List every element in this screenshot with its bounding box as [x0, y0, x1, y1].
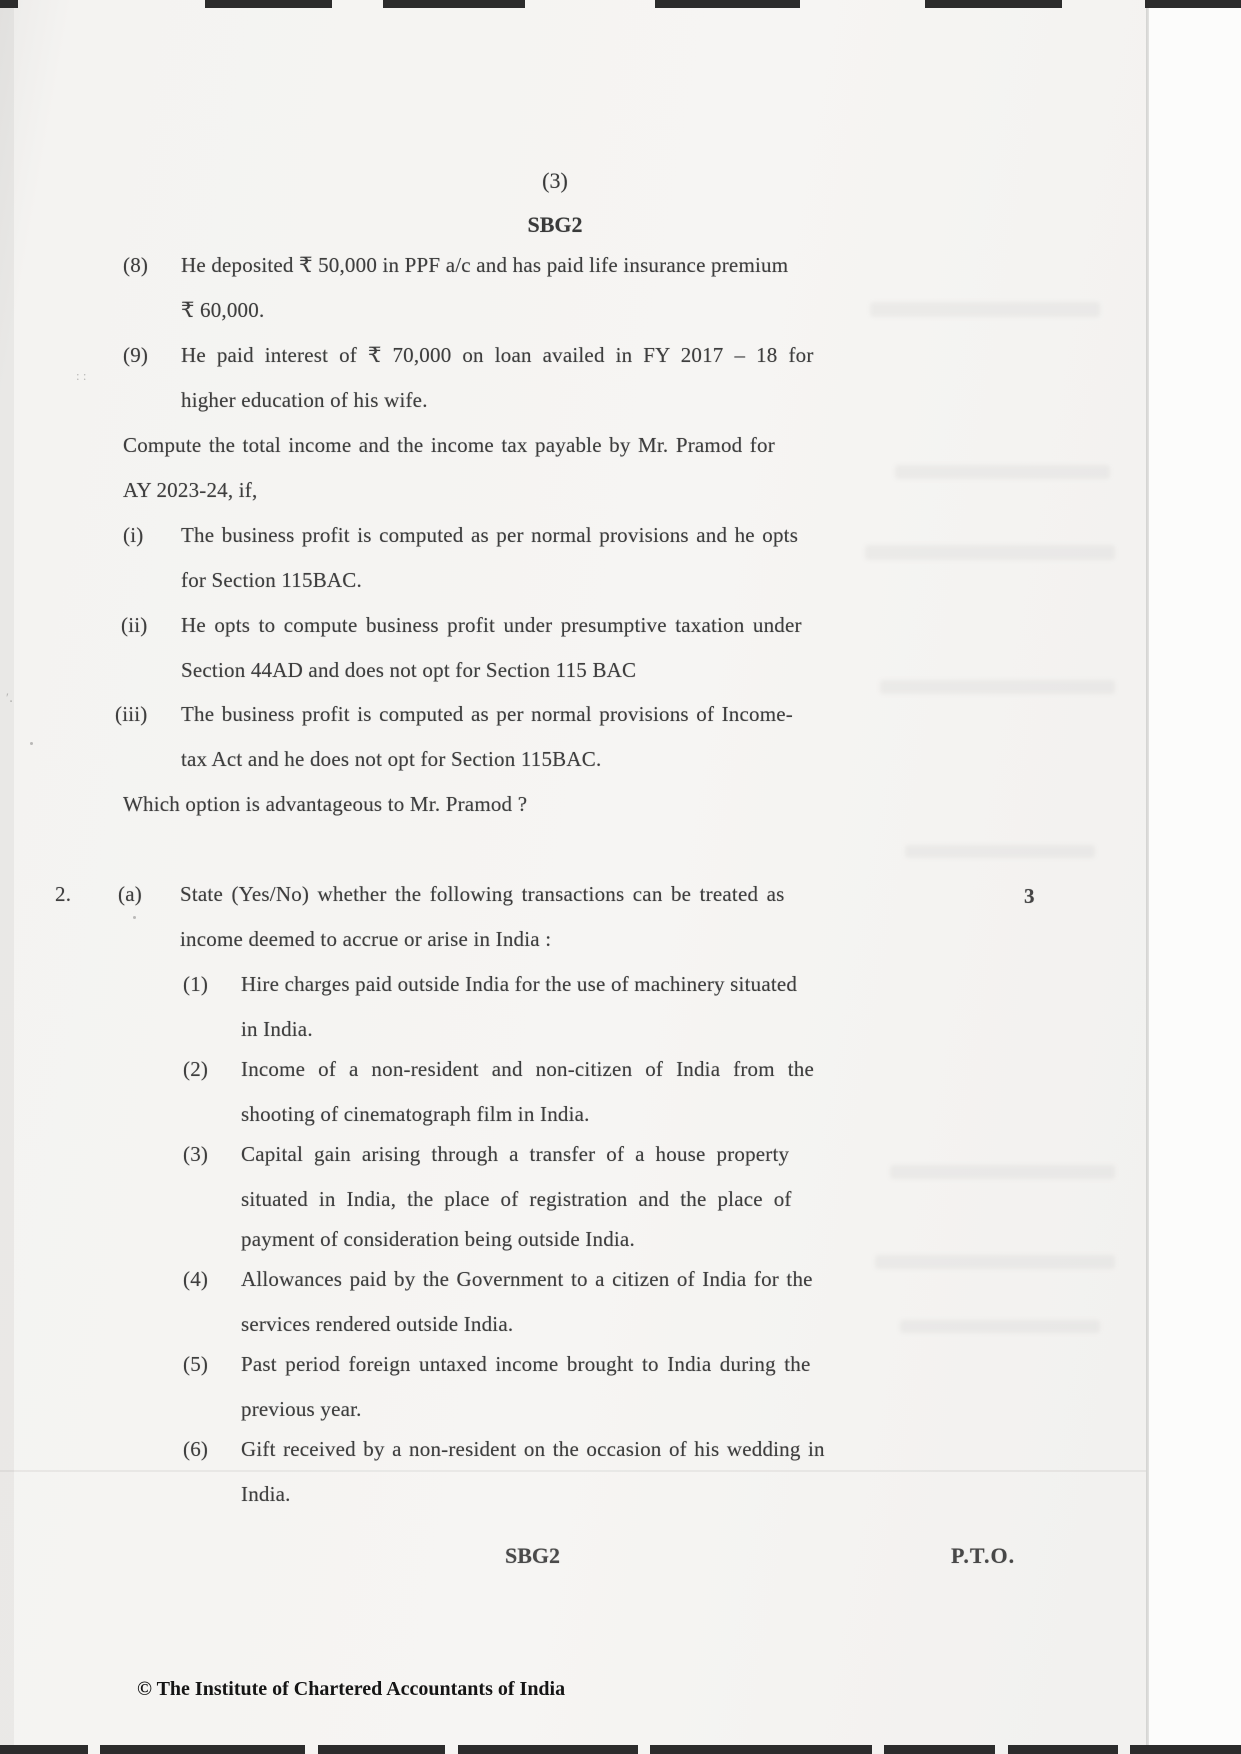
q1-opt-ii-text2: Section 44AD and does not opt for Section 115 BAC	[181, 658, 637, 682]
scanner-edge-artifact	[458, 1745, 638, 1754]
q1-opt-i-text1: The business profit is computed as per normal provisions and he opts	[181, 523, 799, 547]
scanner-edge-artifact	[655, 0, 800, 8]
scanner-edge-artifact	[1145, 0, 1241, 8]
scanner-edge-artifact	[318, 1745, 445, 1754]
q2-part-label: (a)	[118, 882, 142, 906]
scanner-edge-artifact	[1130, 1745, 1241, 1754]
q2-item5-text2: previous year.	[241, 1397, 362, 1421]
q2-item2-text1: Income of a non-resident and non-citizen of India from the	[241, 1057, 814, 1081]
q2-item3-text3: payment of consideration being outside India.	[241, 1227, 635, 1251]
paper-code-footer: SBG2	[505, 1543, 561, 1568]
scanner-edge-artifact	[0, 1745, 88, 1754]
q2-intro-line1	[0, 882, 1241, 914]
q2-item1-line1	[0, 972, 1241, 1004]
q1-item9-number: (9)	[123, 343, 149, 367]
q2-item6-number: (6)	[183, 1437, 209, 1461]
q2-item6-text2: India.	[241, 1482, 291, 1506]
bleed-artifact	[895, 465, 1110, 479]
q1-item8-text1: He deposited ₹ 50,000 in PPF a/c and has paid life insurance premium	[181, 253, 789, 277]
q1-item9-line1	[0, 343, 1241, 375]
q2-item4-number: (4)	[183, 1267, 209, 1291]
q2-intro-line2	[0, 927, 1241, 959]
q2-item3-number: (3)	[183, 1142, 209, 1166]
q2-item4-line1	[0, 1267, 1241, 1299]
q2-marks: 3	[1024, 884, 1035, 908]
scanner-edge-artifact	[1008, 1745, 1118, 1754]
q2-item1-text1: Hire charges paid outside India for the use of machinery situated	[241, 972, 798, 996]
q1-opt-i-number: (i)	[123, 523, 144, 547]
q1-opt-ii-line1	[0, 613, 1241, 645]
q1-opt-iii-line2	[0, 747, 1241, 779]
q2-item1-line2	[0, 1017, 1241, 1049]
q1-closing-line	[0, 792, 1241, 824]
q1-compute-text2: AY 2023-24, if,	[123, 478, 258, 502]
q1-opt-ii-number: (ii)	[121, 613, 148, 637]
q2-item6-line1	[0, 1437, 1241, 1469]
scan-artifact	[30, 742, 33, 745]
q1-item8-number: (8)	[123, 253, 149, 277]
scanner-edge-artifact	[383, 0, 525, 8]
scanner-edge-artifact	[925, 0, 1062, 8]
q1-item8-text2: ₹ 60,000.	[181, 298, 265, 322]
scanner-edge-artifact	[650, 1745, 872, 1754]
q2-item1-number: (1)	[183, 972, 209, 996]
q2-item3-text1: Capital gain arising through a transfer of a house property	[241, 1142, 790, 1166]
q1-opt-iii-text1: The business profit is computed as per normal provisions of Income-	[181, 702, 793, 726]
paper-code-header: SBG2	[527, 212, 583, 237]
q2-item4-line2	[0, 1312, 1241, 1344]
q2-item5-line1	[0, 1352, 1241, 1384]
q2-item4-text2: services rendered outside India.	[241, 1312, 514, 1336]
q1-compute-text1: Compute the total income and the income tax payable by Mr. Pramod for	[123, 433, 775, 457]
q1-opt-ii-text1: He opts to compute business profit under presumptive taxation under	[181, 613, 802, 637]
scanner-edge-artifact	[100, 1745, 305, 1754]
bleed-artifact	[905, 845, 1095, 858]
q1-opt-iii-number: (iii)	[115, 702, 148, 726]
q1-item9-text1: He paid interest of ₹ 70,000 on loan availed in FY 2017 – 18 for	[181, 343, 814, 367]
scan-artifact: : :	[76, 368, 87, 383]
scan-line-artifact	[0, 1470, 1146, 1472]
pto-label: P.T.O.	[951, 1543, 1016, 1568]
q2-item6-line2	[0, 1482, 1241, 1514]
q2-item6-text1: Gift received by a non-resident on the occasion of his wedding in	[241, 1437, 825, 1461]
q2-intro-text2: income deemed to accrue or arise in India :	[180, 927, 552, 951]
q2-item3-line1	[0, 1142, 1241, 1174]
q1-opt-i-line2	[0, 568, 1241, 600]
q2-intro-text1: State (Yes/No) whether the following transactions can be treated as	[180, 882, 785, 906]
copyright-line: © The Institute of Chartered Accountants of India	[137, 1678, 566, 1700]
q1-item8-line1	[0, 253, 1241, 285]
q1-compute-line1	[0, 433, 1241, 465]
q2-item2-line1	[0, 1057, 1241, 1089]
scanner-edge-artifact	[0, 0, 18, 8]
q1-item9-line2	[0, 388, 1241, 420]
q1-item8-line2	[0, 298, 1241, 330]
q1-opt-i-line1	[0, 523, 1241, 555]
q1-compute-line2	[0, 478, 1241, 510]
q2-item2-number: (2)	[183, 1057, 209, 1081]
q2-item3-text2: situated in India, the place of registration and the place of	[241, 1187, 792, 1211]
q1-item9-text2: higher education of his wife.	[181, 388, 428, 412]
page-number: (3)	[542, 168, 568, 193]
q1-opt-ii-line2	[0, 658, 1241, 690]
scanner-edge-artifact	[884, 1745, 995, 1754]
q2-item3-line3	[0, 1227, 1241, 1259]
q1-opt-iii-text2: tax Act and he does not opt for Section 115BAC.	[181, 747, 602, 771]
q2-item4-text1: Allowances paid by the Government to a citizen of India for the	[241, 1267, 813, 1291]
q1-closing-text: Which option is advantageous to Mr. Pramod ?	[123, 792, 528, 816]
q2-item2-text2: shooting of cinematograph film in India.	[241, 1102, 590, 1126]
q2-item5-text1: Past period foreign untaxed income brought to India during the	[241, 1352, 811, 1376]
q2-item2-line2	[0, 1102, 1241, 1134]
scanner-edge-artifact	[205, 0, 332, 8]
q2-item3-line2	[0, 1187, 1241, 1219]
q1-opt-i-text2: for Section 115BAC.	[181, 568, 362, 592]
q2-item5-number: (5)	[183, 1352, 209, 1376]
scan-artifact	[133, 916, 136, 919]
scan-artifact: ′․	[6, 690, 14, 705]
q2-item1-text2: in India.	[241, 1017, 313, 1041]
q2-number: 2.	[55, 882, 72, 906]
q1-opt-iii-line1	[0, 702, 1241, 734]
q2-item5-line2	[0, 1397, 1241, 1429]
